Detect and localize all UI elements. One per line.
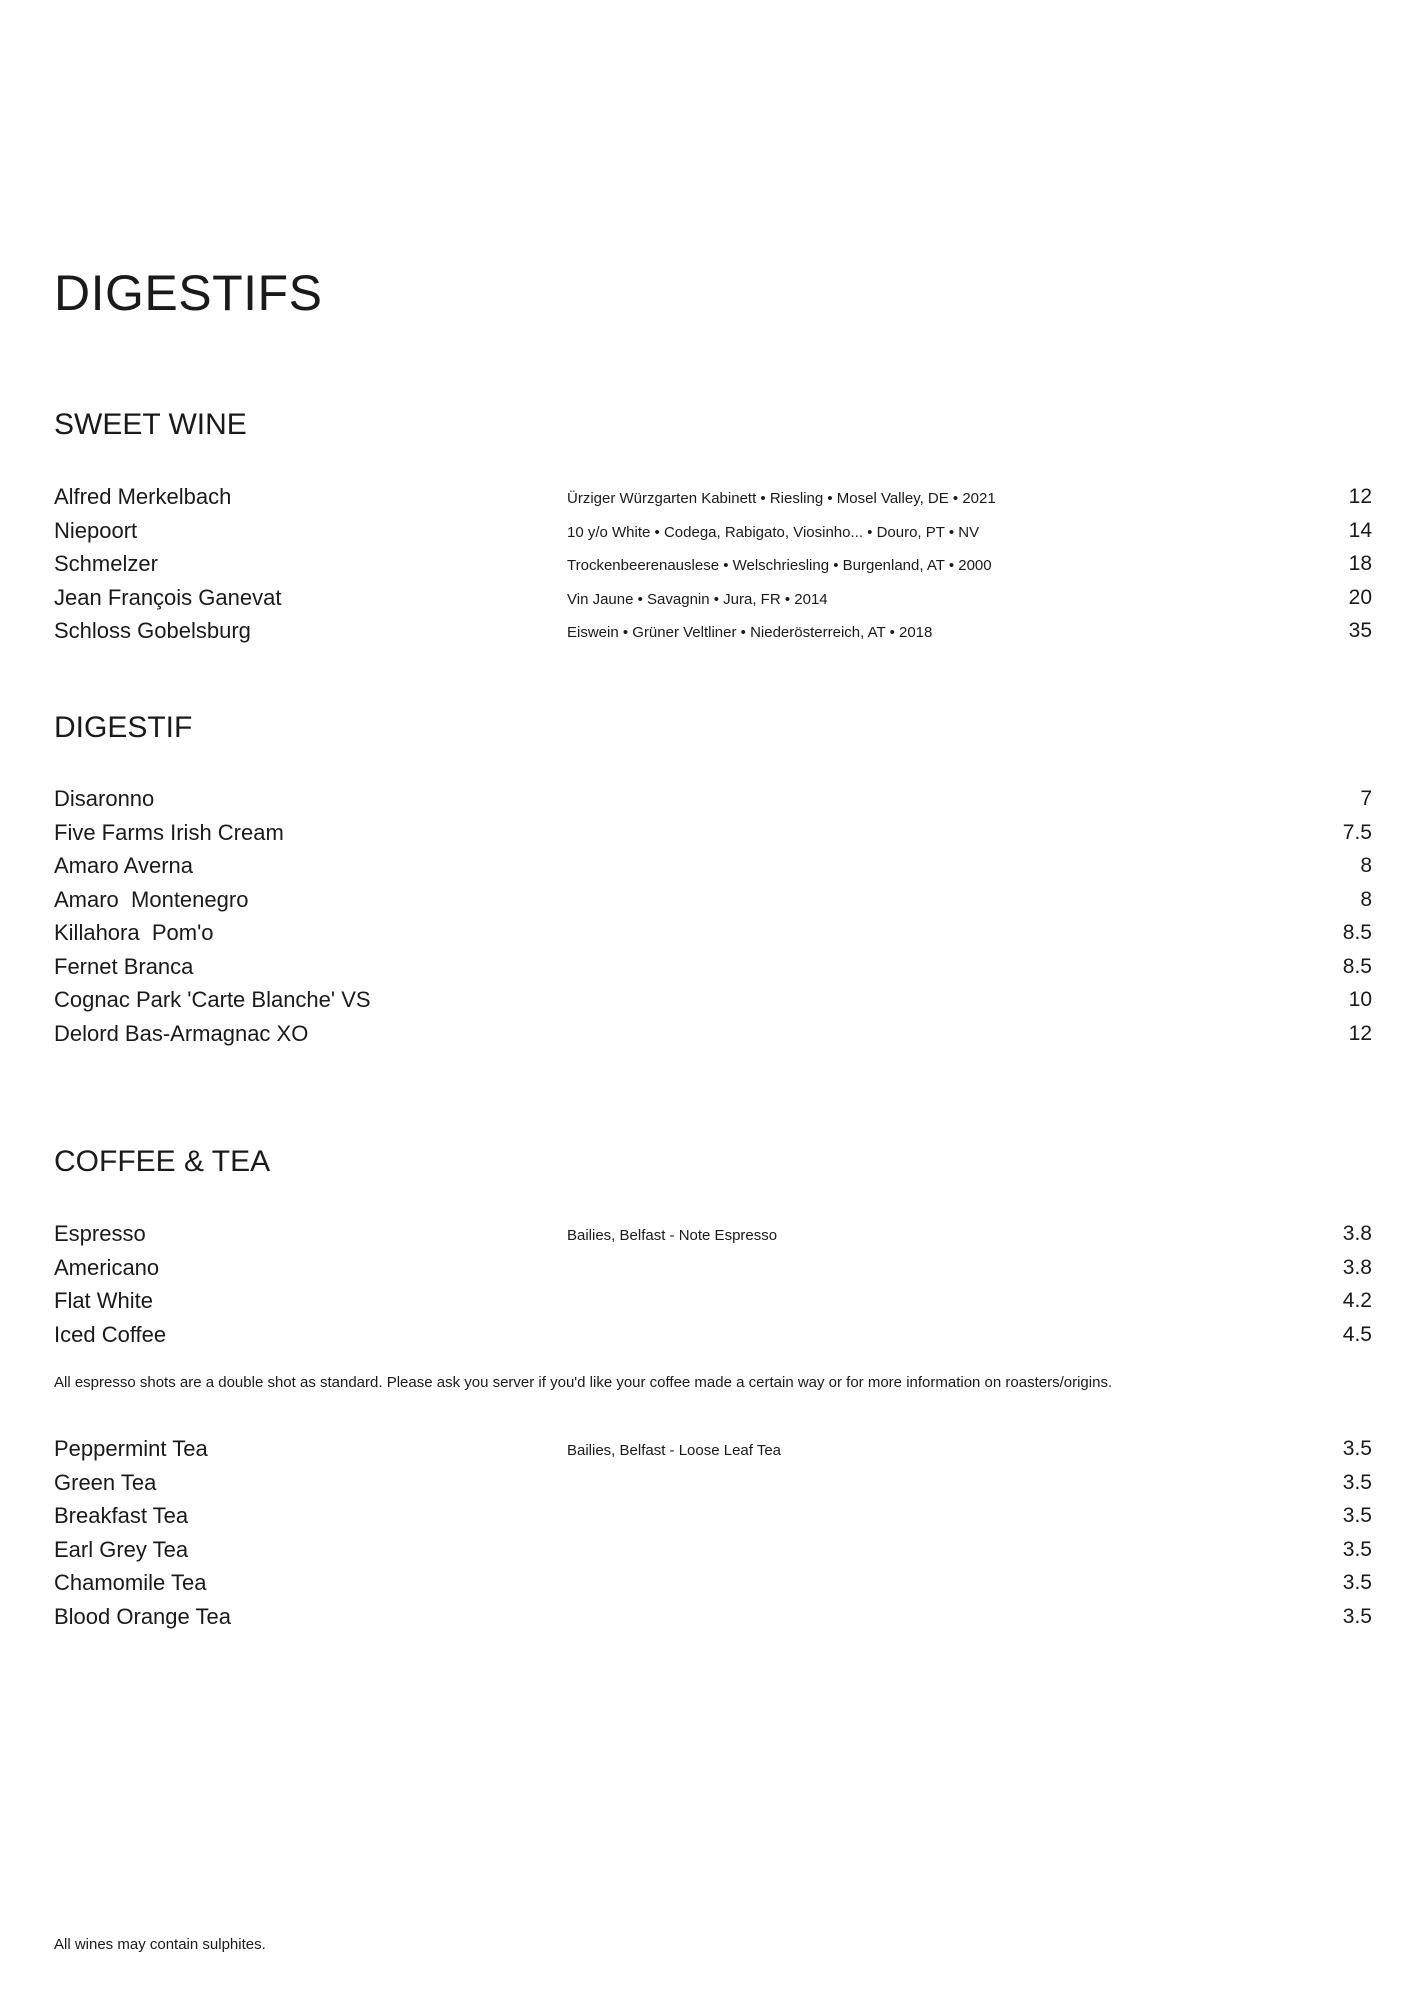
section-title-coffee-tea: COFFEE & TEA [54,1145,271,1178]
menu-item [54,584,1372,618]
item-name: Espresso [54,1221,146,1246]
section-title-digestif: DIGESTIF [54,711,193,744]
coffee-note: All espresso shots are a double shot as standard. Please ask you server if you'd like your coffee made a certain way or for more information on roasters/origins. [54,1374,1113,1391]
item-description: Bailies, Belfast - Note Espresso [567,1227,778,1244]
item-price: 3.8 [1342,1222,1372,1245]
menu-item [54,1287,1372,1321]
item-price: 3.5 [1342,1437,1372,1460]
item-name: Americano [54,1254,160,1280]
menu-item [54,886,1372,920]
item-description: Bailies, Belfast - Loose Leaf Tea [567,1442,782,1459]
item-name: Green Tea [54,1469,157,1495]
item-description: Eiswein • Grüner Veltliner • Niederösterreich, AT • 2018 [567,624,933,641]
menu-item [54,617,1372,651]
item-price: 35 [1348,619,1372,642]
item-price: 20 [1348,585,1372,609]
footer-note: All wines may contain sulphites. [54,1936,266,1953]
menu-item [54,1435,1372,1469]
item-price: 3.5 [1342,1604,1372,1628]
item-description: 10 y/o White • Codega, Rabigato, Viosinho... • Douro, PT • NV [567,523,980,541]
section-title-sweet-wine: SWEET WINE [54,408,247,441]
item-price: 18 [1348,552,1372,575]
menu-item [54,953,1372,987]
item-name: Amaro Montenegro [54,886,249,912]
item-price: 14 [1348,518,1372,542]
item-name: Iced Coffee [54,1321,167,1347]
item-price: 8.5 [1342,954,1372,978]
item-price: 7.5 [1342,820,1372,844]
item-name: Schmelzer [54,551,158,576]
item-name: Delord Bas-Armagnac XO [54,1020,309,1046]
menu-item [54,1254,1372,1288]
item-price: 3.5 [1342,1571,1372,1594]
menu-item [54,785,1372,819]
item-price: 12 [1348,1021,1372,1045]
menu-item [54,1569,1372,1603]
menu-item [54,1502,1372,1536]
item-name: Niepoort [54,517,138,543]
coffee-list [54,1220,1372,1354]
item-name: Flat White [54,1288,154,1313]
menu-item [54,1220,1372,1254]
menu-item [54,852,1372,886]
item-description: Vin Jaune • Savagnin • Jura, FR • 2014 [567,590,828,608]
menu-item [54,517,1372,551]
item-price: 12 [1348,485,1372,508]
menu-item [54,1020,1372,1054]
item-name: Five Farms Irish Cream [54,819,284,845]
menu-item [54,1536,1372,1570]
item-price: 3.8 [1342,1255,1372,1279]
item-price: 4.5 [1342,1322,1372,1346]
menu-item [54,1603,1372,1637]
item-name: Killahora Pom'o [54,920,214,945]
menu-item [54,1469,1372,1503]
item-price: 8 [1360,854,1372,877]
item-price: 10 [1348,988,1372,1011]
item-name: Earl Grey Tea [54,1536,189,1562]
sweet-wine-list [54,483,1372,651]
item-name: Peppermint Tea [54,1436,208,1461]
item-description: Ürziger Würzgarten Kabinett • Riesling • Mosel Valley, DE • 2021 [567,490,996,507]
item-price: 3.5 [1342,1504,1372,1527]
item-name: Breakfast Tea [54,1503,189,1528]
menu-item [54,819,1372,853]
tea-list [54,1435,1372,1636]
item-name: Disaronno [54,786,155,811]
item-price: 3.5 [1342,1470,1372,1494]
page-title: DIGESTIFS [54,265,323,321]
item-price: 4.2 [1342,1289,1372,1312]
item-price: 3.5 [1342,1537,1372,1561]
menu-item [54,919,1372,953]
item-name: Blood Orange Tea [54,1603,231,1629]
item-name: Schloss Gobelsburg [54,618,251,643]
item-description: Trockenbeerenauslese • Welschriesling • Burgenland, AT • 2000 [567,557,992,574]
item-name: Fernet Branca [54,953,194,979]
item-name: Alfred Merkelbach [54,484,232,509]
item-name: Jean François Ganevat [54,584,282,610]
item-price: 8.5 [1342,921,1372,944]
menu-item [54,986,1372,1020]
item-name: Chamomile Tea [54,1570,207,1595]
menu-item [54,550,1372,584]
item-price: 8 [1360,887,1372,911]
menu-item [54,483,1372,517]
item-price: 7 [1360,787,1372,810]
menu-item [54,1321,1372,1355]
digestif-list [54,785,1372,1053]
item-name: Amaro Averna [54,853,194,878]
item-name: Cognac Park 'Carte Blanche' VS [54,987,371,1012]
